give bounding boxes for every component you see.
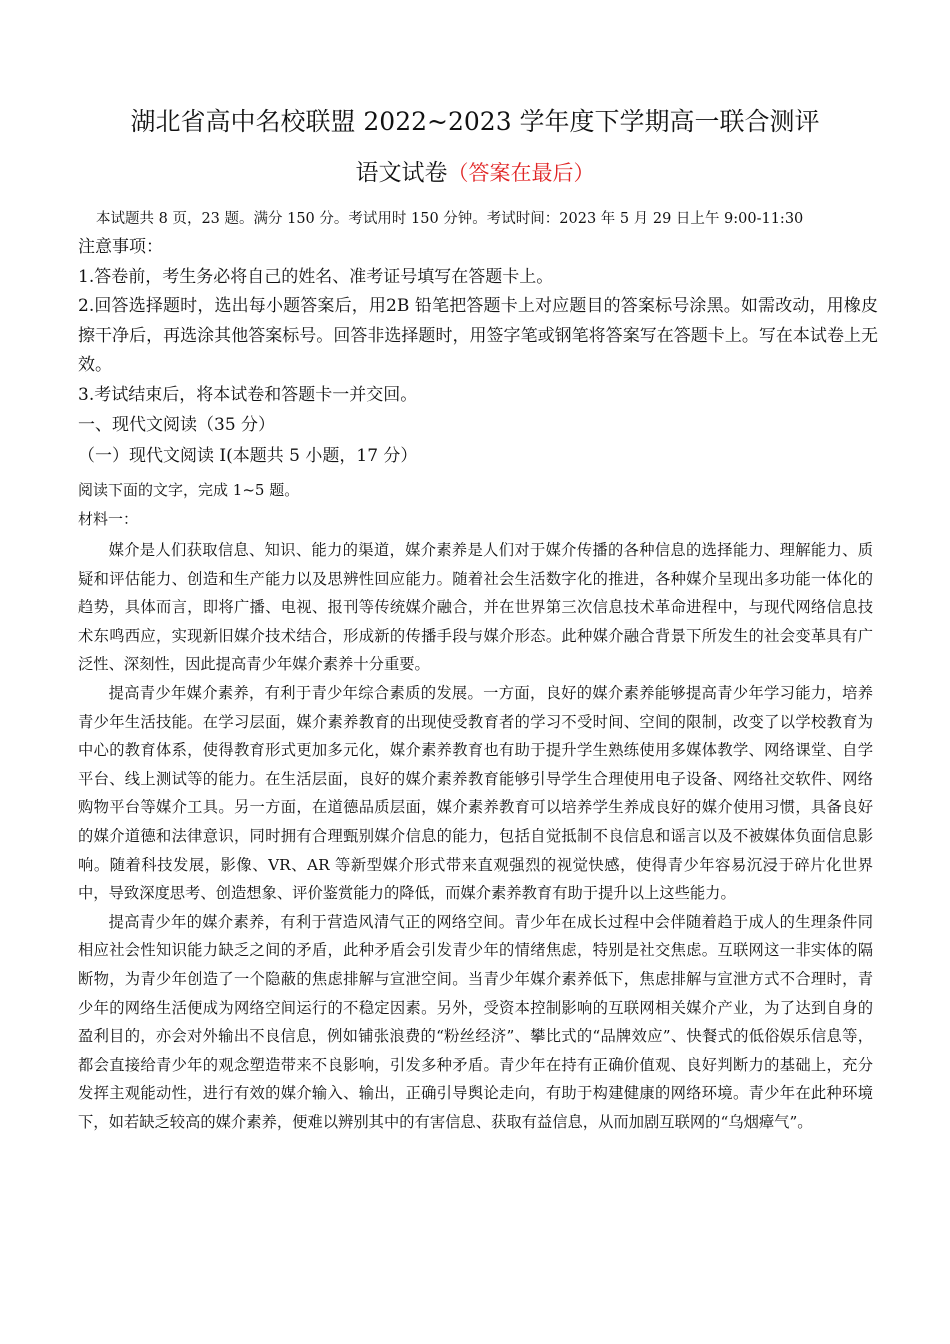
exam-info: 本试题共 8 页，23 题。满分 150 分。考试用时 150 分钟。考试时间：2023 年 5 月 29 日上午 9:00-11:30: [96, 211, 804, 227]
notes-block: [78, 233, 878, 410]
note-item: 3.考试结束后，将本试卷和答题卡一并交回。: [78, 384, 418, 405]
article-body: [78, 536, 873, 1136]
subpart-title: （一）现代文阅读 I(本题共 5 小题，17 分）: [78, 446, 418, 466]
subject-name: 语文试卷: [355, 160, 448, 186]
article-paragraph: 媒介是人们获取信息、知识、能力的渠道，媒介素养是人们对于媒介传播的各种信息的选择能力、理解能力、质疑和评估能力、创造和生产能力以及思辨性回应能力。随着社会生活数字化的推进，各种媒介呈现出多功能一体化的趋势，具体而言，即将广播、电视、报刊等传统媒介融合，并在世界第三次信息技术革命进程中，与现代网络信息技术东鸣西应，实现新旧媒介技术结合，形成新的传播手段与媒介形态。此种媒介融合背景下所发生的社会变革具有广泛性、深刻性，因此提高青少年媒介素养十分重要。: [78, 541, 873, 674]
article-paragraph: 提高青少年的媒介素养，有利于营造风清气正的网络空间。青少年在成长过程中会伴随着趋于成人的生理条件同相应社会性知识能力缺乏之间的矛盾，此种矛盾会引发青少年的情绪焦虑，特别是社交焦虑。互联网这一非实体的隔断物，为青少年创造了一个隐蔽的焦虑排解与宣泄空间。当青少年媒介素养低下，焦虑排解与宣泄方式不合理时，青少年的网络生活便成为网络空间运行的不稳定因素。另外，受资本控制影响的互联网相关媒介产业，为了达到自身的盈利目的，亦会对外输出不良信息，例如铺张浪费的“粉丝经济”、攀比式的“品牌效应”、快餐式的低俗娱乐信息等，都会直接给青少年的观念塑造带来不良影响，引发多种矛盾。青少年在持有正确价值观、良好判断力的基础上，充分发挥主观能动性，进行有效的媒介输入、输出，正确引导舆论走向，有助于构建健康的网络环境。青少年在此种环境下，如若缺乏较高的媒介素养，便难以辨别其中的有害信息、获取有益信息，从而加剧互联网的“乌烟瘴气”。: [78, 912, 873, 1131]
exam-title: 湖北省高中名校联盟 2022~2023 学年度下学期高一联合测评: [130, 107, 820, 136]
part-title: 一、现代文阅读（35 分）: [78, 415, 276, 435]
answer-note: （答案在最后）: [447, 161, 595, 185]
material-label: 材料一：: [78, 510, 139, 528]
note-item: 2.回答选择题时，选出每小题答案后，用2B 铅笔把答题卡上对应题目的答案标号涂黑。如需改动，用橡皮擦干净后，再选涂其他答案标号。回答非选择题时，用签字笔或钢笔将答案写在答题卡上。写在本试卷上无效。: [78, 296, 878, 375]
notes-heading: 注意事项：: [78, 237, 163, 257]
note-item: 1.答卷前，考生务必将自己的姓名、准考证号填写在答题卡上。: [78, 266, 554, 287]
exam-subtitle: [0, 155, 950, 191]
reading-instruction: 阅读下面的文字，完成 1~5 题。: [78, 481, 300, 499]
article-paragraph: 提高青少年媒介素养，有利于青少年综合素质的发展。一方面，良好的媒介素养能够提高青少年学习能力，培养青少年生活技能。在学习层面，媒介素养教育的出现使受教育者的学习不受时间、空间的限制，改变了以学校教育为中心的教育体系，使得教育形式更加多元化，媒介素养教育也有助于提升学生熟练使用多媒体教学、网络课堂、自学平台、线上测试等的能力。在生活层面，良好的媒介素养教育能够引导学生合理使用电子设备、网络社交软件、网络购物平台等媒介工具。另一方面，在道德品质层面，媒介素养教育可以培养学生养成良好的媒介使用习惯，具备良好的媒介道德和法律意识，同时拥有合理甄别媒介信息的能力，包括自觉抵制不良信息和谣言以及不被媒体负面信息影响。随着科技发展，影像、VR、AR 等新型媒介形式带来直观强烈的视觉快感，使得青少年容易沉浸于碎片化世界中，导致深度思考、创造想象、评价鉴赏能力的降低，而媒介素养教育有助于提升以上这些能力。: [78, 683, 873, 903]
